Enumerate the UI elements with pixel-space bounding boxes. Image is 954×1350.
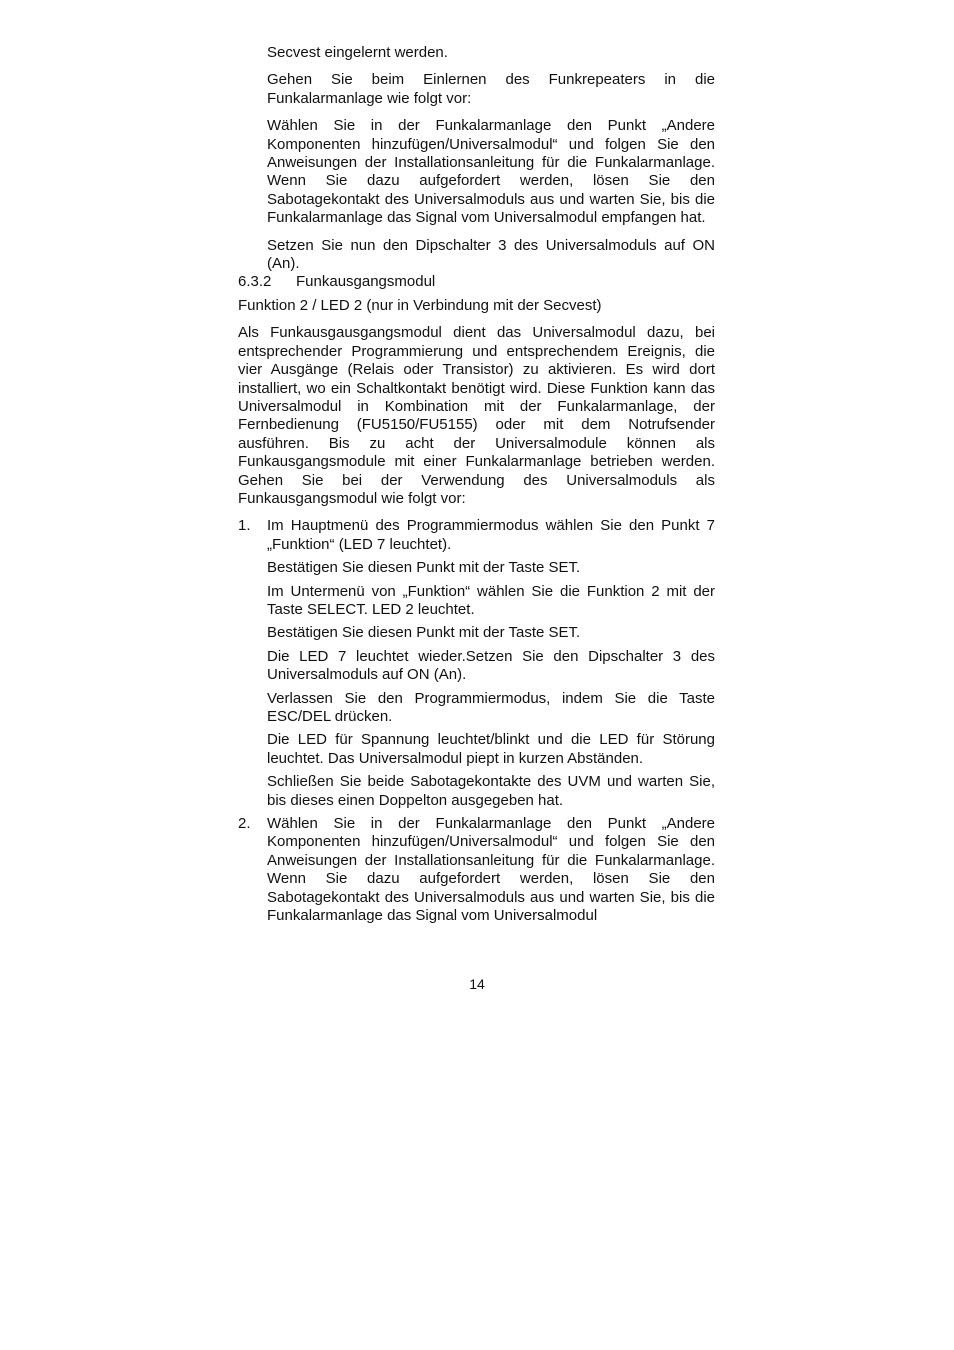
substep: Die LED 7 leuchtet wieder.Setzen Sie den Dipschalter 3 des Universalmoduls auf ON (An).: [267, 647, 715, 684]
paragraph-repeater-steps: Wählen Sie in der Funkalarmanlage den Punkt „Andere Komponenten hinzufügen/Universalmodul“ und folgen Sie den Anweisungen der Installationsanleitung für die Funkalarmanlage. Wenn Sie dazu aufgefordert werden, lösen Sie den Sabotagekontakt des Universalmoduls aus und warten Sie, bis die Funkalarmanlage das Signal vom Universalmodul empfangen hat.: [267, 117, 715, 227]
substep: Bestätigen Sie diesen Punkt mit der Taste SET.: [267, 624, 581, 642]
substep: Bestätigen Sie diesen Punkt mit der Taste SET.: [267, 559, 581, 577]
text-column: [238, 44, 715, 925]
page-number: 14: [469, 976, 485, 992]
section-title: Funkausgangsmodul: [296, 273, 436, 291]
substep: Im Untermenü von „Funktion“ wählen Sie die Funktion 2 mit der Taste SELECT. LED 2 leuchtet.: [267, 582, 715, 618]
list-number: 1.: [238, 517, 251, 535]
paragraph-continuation: Secvest eingelernt werden.: [267, 44, 448, 61]
substep: Verlassen Sie den Programmiermodus, indem Sie die Taste ESC/DEL drücken.: [267, 689, 715, 725]
substep: Schließen Sie beide Sabotagekontakte des UVM und warten Sie, bis dieses einen Doppelton ausgegeben hat.: [267, 773, 715, 809]
list-item-text: Wählen Sie in der Funkalarmanlage den Punkt „Andere Komponenten hinzufügen/Universalmodul“ und folgen Sie den Anweisungen der Installationsanleitung für die Funkalarmanlage. Wenn Sie dazu aufgefordert werden, lösen Sie den Sabotagekontakt des Universalmoduls aus und warten Sie, bis die Funkalarmanlage das Signal vom Universalmodul: [267, 815, 715, 925]
list-item-1: [238, 517, 715, 810]
paragraph-repeater-intro: Gehen Sie beim Einlernen des Funkrepeaters in die Funkalarmanlage wie folgt vor:: [267, 71, 715, 107]
paragraph-dipswitch: Setzen Sie nun den Dipschalter 3 des Universalmoduls auf ON (An).: [267, 236, 715, 273]
list-item-2: [238, 815, 715, 925]
section-number: 6.3.2: [238, 273, 272, 291]
section-intro: Als Funkausgausgangsmodul dient das Universalmodul dazu, bei entsprechender Programmierung und entsprechendem Ereignis, die vier Ausgänge (Relais oder Transistor) zu aktivieren. Es wird dort installiert, wo ein Schaltkontakt benötigt wird. Diese Funktion kann das Universalmodul in Kombination mit der Funkalarmanlage, der Fernbedienung (FU5150/FU5155) oder mit dem Notrufsender ausführen. Bis zu acht der Universalmodule können als Funkausgangsmodule mit einer Funkalarmanlage betrieben werden. Gehen Sie bei der Verwendung des Universalmoduls als Funkausgangsmodul wie folgt vor:: [238, 324, 715, 507]
list-number: 2.: [238, 815, 251, 833]
substep: Die LED für Spannung leuchtet/blinkt und die LED für Störung leuchtet. Das Universalmodul piept in kurzen Abständen.: [267, 731, 715, 767]
list-item-text: Im Hauptmenü des Programmiermodus wählen Sie den Punkt 7 „Funktion“ (LED 7 leuchtet).: [267, 517, 715, 553]
section-subtitle: Funktion 2 / LED 2 (nur in Verbindung mit der Secvest): [238, 296, 602, 314]
section-heading: [238, 273, 715, 291]
